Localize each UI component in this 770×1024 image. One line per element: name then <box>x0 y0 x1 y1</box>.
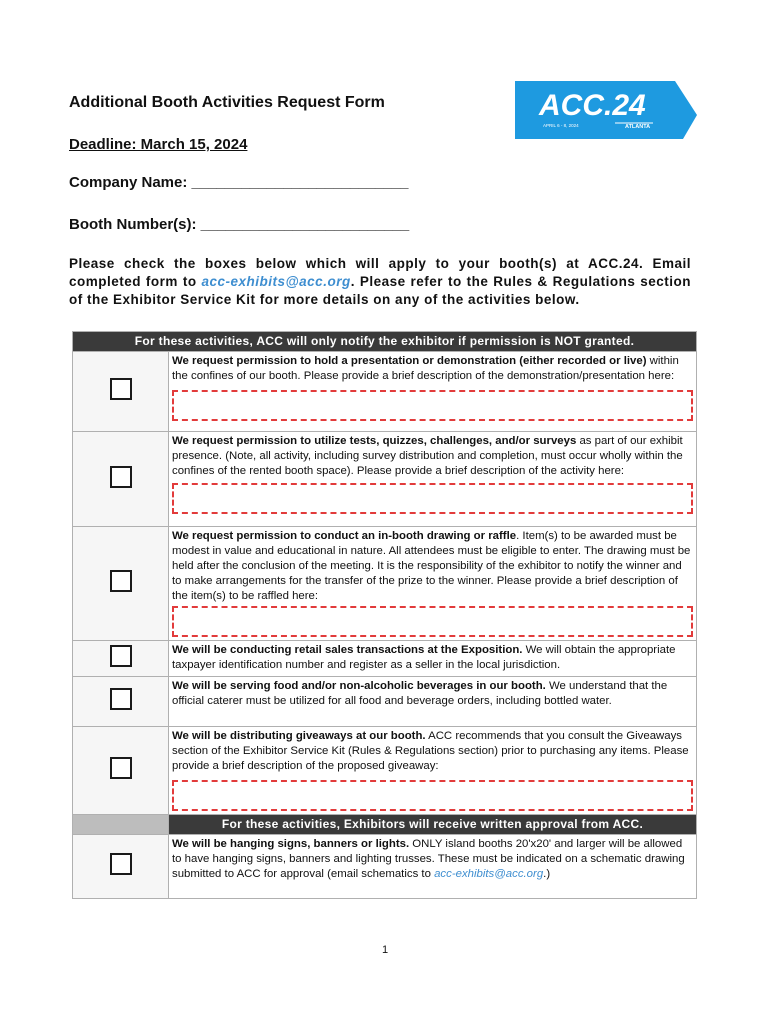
activity-lead: We will be conducting retail sales transactions at the Exposition. <box>172 644 523 656</box>
activity-lead: We will be serving food and/or non-alcoholic beverages in our booth. <box>172 680 546 692</box>
logo-dates: APRIL 6 - 8, 2024 <box>543 123 579 128</box>
activity-lead: We request permission to conduct an in-booth drawing or raffle <box>172 530 517 542</box>
email-link[interactable]: acc-exhibits@acc.org <box>201 274 351 289</box>
signs-checkbox[interactable] <box>110 853 132 875</box>
surveys-description-input[interactable] <box>172 483 693 514</box>
activity-row-surveys <box>73 432 697 527</box>
instructions-part1: Please check the boxes below which will apply to your booth(s) at ACC.24. Email completed form to <box>69 256 691 289</box>
section-heading: For these activities, Exhibitors will receive written approval from ACC. <box>169 815 697 835</box>
activity-body: . Item(s) to be awarded must be modest in value and educational in nature. All attendees must be eligible to enter. The drawing must be held after the conclusion of the meeting. It is the responsibility of the exhibitor to notify the winner and to make arrangements for the transfer of the prize to the winner. Please provide a brief description of the item(s) to be raffled here: <box>172 530 691 602</box>
logo-city: ATLANTA <box>625 124 651 130</box>
activity-lead: We request permission to utilize tests, quizzes, challenges, and/or surveys <box>172 435 577 447</box>
activity-row-giveaways <box>73 727 697 815</box>
raffle-description-input[interactable] <box>172 606 693 637</box>
activity-body: We will obtain the appropriate taxpayer identification number and register as a seller in the local jurisdiction. <box>172 644 676 671</box>
activity-row-raffle <box>73 527 697 641</box>
activity-row-presentation <box>73 352 697 432</box>
surveys-checkbox[interactable] <box>110 466 132 488</box>
presentation-checkbox[interactable] <box>110 378 132 400</box>
section-heading: For these activities, ACC will only notify the exhibitor if permission is NOT granted. <box>73 332 697 352</box>
page-number: 1 <box>381 944 389 956</box>
section-header-approval <box>73 815 697 835</box>
activity-lead: We request permission to hold a presentation or demonstration (either recorded or live) <box>172 355 647 367</box>
activity-row-retail <box>73 641 697 677</box>
activity-row-signs <box>73 835 697 899</box>
food-checkbox[interactable] <box>110 688 132 710</box>
logo-text: ACC.24 <box>539 89 646 122</box>
activity-tail: .) <box>543 868 551 880</box>
deadline: Deadline: March 15, 2024 <box>69 136 248 153</box>
schematics-email-link[interactable]: acc-exhibits@acc.org <box>434 868 544 880</box>
activity-lead: We will be distributing giveaways at our booth. <box>172 730 426 742</box>
activities-table <box>72 331 697 899</box>
activity-body: ACC recommends that you consult the Giveaways section of the Exhibitor Service Kit (Rules & Regulations section) prior to purchasing any items. Please provide a brief description of the proposed giveaway: <box>172 730 689 772</box>
activity-body: as part of our exhibit presence. (Note, all activity, including survey distribution and completion, must occur wholly within the confines of the rented booth space). Please provide a brief description of the activity here: <box>172 435 683 477</box>
activity-body: ONLY island booths 20'x20' and larger will be allowed to have hanging signs, banners and lighting trusses. These must be indicated on a schematic drawing submitted to ACC for approval (email schematics to <box>172 838 685 880</box>
form-title: Additional Booth Activities Request Form <box>69 94 385 111</box>
activity-body: within the confines of our booth. Please provide a brief description of the demonstration/presentation here: <box>172 355 679 382</box>
giveaways-checkbox[interactable] <box>110 757 132 779</box>
activity-lead: We will be hanging signs, banners or lights. <box>172 838 410 850</box>
retail-checkbox[interactable] <box>110 645 132 667</box>
section-spacer <box>73 815 169 835</box>
instructions <box>69 255 691 309</box>
activity-body: We understand that the official caterer must be utilized for all food and beverage orders, including bottled water. <box>172 680 668 707</box>
instructions-part2: . Please refer to the Rules & Regulations section of the Exhibitor Service Kit for more details on any of the activities below. <box>69 274 691 307</box>
acc24-logo <box>515 81 697 139</box>
section-header-notify <box>73 332 697 352</box>
presentation-description-input[interactable] <box>172 390 693 421</box>
giveaways-description-input[interactable] <box>172 780 693 811</box>
activity-row-food <box>73 677 697 727</box>
raffle-checkbox[interactable] <box>110 570 132 592</box>
company-name-field[interactable]: Company Name: __________________________ <box>69 174 409 191</box>
booth-number-field[interactable]: Booth Number(s): _________________________ <box>69 216 410 233</box>
